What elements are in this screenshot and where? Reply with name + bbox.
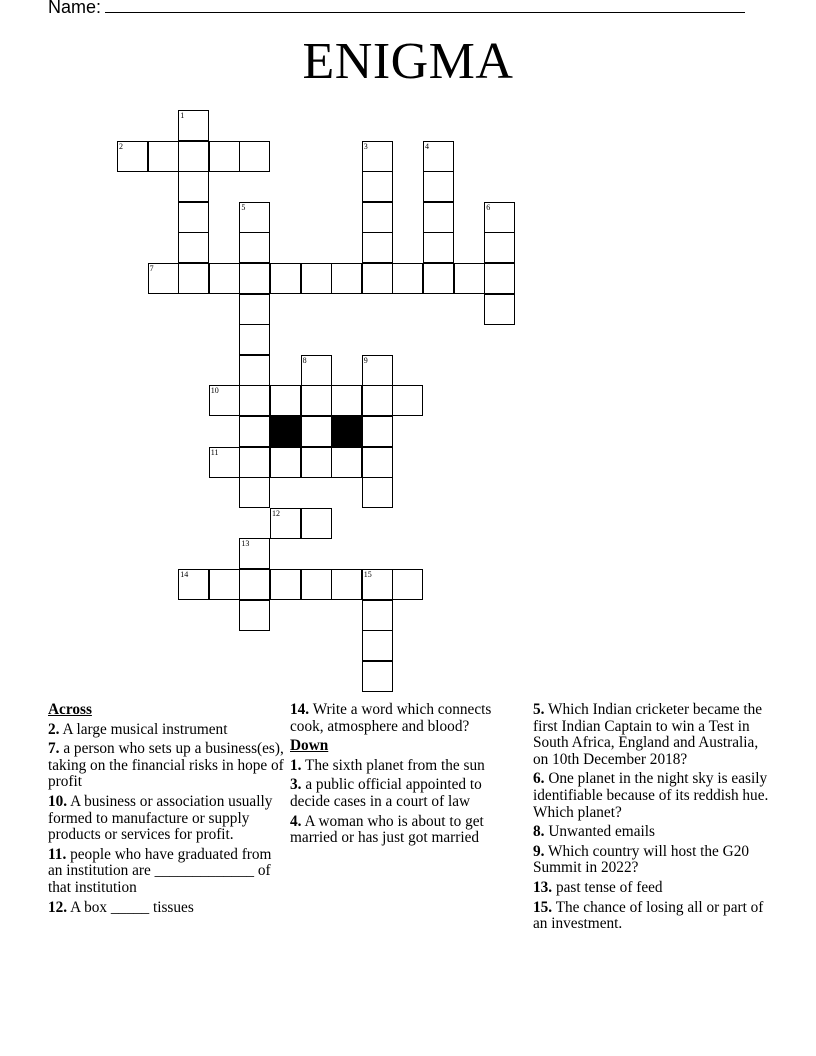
grid-cell[interactable] bbox=[423, 263, 454, 294]
grid-cell[interactable] bbox=[239, 600, 270, 631]
clue bbox=[533, 824, 773, 841]
grid-cell[interactable] bbox=[270, 263, 301, 294]
clue bbox=[533, 844, 773, 877]
clue-text: A box _____ tissues bbox=[70, 898, 194, 916]
grid-cell[interactable] bbox=[484, 294, 515, 325]
clue-text: The sixth planet from the sun bbox=[305, 756, 485, 774]
grid-cell[interactable] bbox=[362, 385, 393, 416]
clue-number: 12 bbox=[272, 508, 280, 518]
clues-column-2 bbox=[290, 702, 520, 850]
clue-text: Unwanted emails bbox=[548, 823, 655, 841]
grid-cell[interactable] bbox=[362, 171, 393, 202]
grid-cell[interactable] bbox=[239, 385, 270, 416]
grid-cell[interactable] bbox=[392, 569, 423, 600]
grid-cell[interactable] bbox=[270, 385, 301, 416]
grid-cell[interactable] bbox=[148, 141, 179, 172]
grid-cell[interactable] bbox=[178, 232, 209, 263]
grid-cell[interactable] bbox=[239, 202, 270, 233]
clue bbox=[48, 847, 284, 897]
clue-number: 14 bbox=[180, 570, 189, 579]
grid-cell[interactable] bbox=[270, 508, 301, 539]
clue-number: 6. bbox=[533, 770, 545, 788]
clues-column-3 bbox=[533, 702, 773, 936]
grid-cell[interactable] bbox=[209, 385, 240, 416]
grid-cell[interactable] bbox=[362, 600, 393, 631]
across-heading: Across bbox=[48, 701, 92, 718]
grid-cell[interactable] bbox=[301, 263, 332, 294]
grid-cell[interactable] bbox=[239, 447, 270, 478]
clue-number: 15. bbox=[533, 898, 553, 916]
grid-cell[interactable] bbox=[484, 263, 515, 294]
grid-cell[interactable] bbox=[423, 202, 454, 233]
grid-cell[interactable] bbox=[117, 141, 148, 172]
grid-cell[interactable] bbox=[178, 110, 209, 141]
clue bbox=[533, 771, 773, 821]
grid-cell[interactable] bbox=[362, 569, 393, 600]
grid-cell[interactable] bbox=[301, 385, 332, 416]
clue-text: A woman who is about to get married or has just got married bbox=[290, 812, 484, 847]
clue bbox=[48, 722, 284, 739]
clue-number: 1. bbox=[290, 756, 302, 774]
clue-text: past tense of feed bbox=[555, 878, 663, 896]
grid-cell[interactable] bbox=[239, 263, 270, 294]
clue bbox=[290, 702, 520, 735]
clue-number: 7. bbox=[48, 740, 60, 758]
grid-cell[interactable] bbox=[331, 263, 362, 294]
grid-cell[interactable] bbox=[178, 202, 209, 233]
clue-number: 3. bbox=[290, 776, 302, 794]
clue-number: 12. bbox=[48, 898, 68, 916]
grid-cell[interactable] bbox=[239, 324, 270, 355]
clue-number: 13 bbox=[241, 539, 250, 549]
grid-cell[interactable] bbox=[239, 538, 270, 569]
clue bbox=[290, 814, 520, 847]
grid-cell[interactable] bbox=[362, 141, 393, 172]
clue-number: 14. bbox=[290, 701, 310, 718]
clue-text: Which country will host the G20 Summit in 2022? bbox=[533, 842, 749, 877]
clue-number: 8. bbox=[533, 823, 545, 841]
grid-cell[interactable] bbox=[362, 263, 393, 294]
black-square bbox=[270, 416, 301, 447]
grid-cell[interactable] bbox=[392, 263, 423, 294]
clue-number: 4. bbox=[290, 812, 302, 830]
grid-cell[interactable] bbox=[362, 630, 393, 661]
clue-number: 10. bbox=[48, 792, 68, 810]
grid-cell[interactable] bbox=[362, 202, 393, 233]
grid-cell[interactable] bbox=[239, 355, 270, 386]
clue-text: A business or association usually formed to manufacture or supply products or services for profit. bbox=[48, 792, 273, 844]
grid-cell[interactable] bbox=[301, 508, 332, 539]
grid-cell[interactable] bbox=[239, 294, 270, 325]
grid-cell[interactable] bbox=[239, 477, 270, 508]
clue-text: Write a word which connects cook, atmosphere and blood? bbox=[290, 701, 492, 735]
grid-cell[interactable] bbox=[209, 141, 240, 172]
grid-cell[interactable] bbox=[362, 355, 393, 386]
grid-cell[interactable] bbox=[239, 232, 270, 263]
grid-cell[interactable] bbox=[331, 385, 362, 416]
clue-number: 11. bbox=[48, 845, 67, 863]
grid-cell[interactable] bbox=[362, 447, 393, 478]
clue-text: a public official appointed to decide cases in a court of law bbox=[290, 776, 482, 810]
clue-text: One planet in the night sky is easily identifiable because of its reddish hue. Which planet? bbox=[533, 770, 769, 821]
clue-number: 6 bbox=[486, 202, 491, 212]
black-square bbox=[331, 416, 362, 447]
clue-number: 5. bbox=[533, 701, 545, 718]
clue-number: 4 bbox=[425, 141, 429, 151]
grid-cell[interactable] bbox=[209, 263, 240, 294]
grid-cell[interactable] bbox=[362, 661, 393, 692]
across-clue-list bbox=[48, 722, 284, 917]
clue-number: 10 bbox=[210, 386, 219, 396]
clue-number: 15 bbox=[363, 570, 372, 579]
clue-number: 2 bbox=[119, 141, 123, 151]
grid-cell[interactable] bbox=[209, 447, 240, 478]
grid-cell[interactable] bbox=[331, 447, 362, 478]
grid-cell[interactable] bbox=[362, 477, 393, 508]
grid-cell[interactable] bbox=[392, 385, 423, 416]
clue bbox=[48, 794, 284, 844]
clue-number: 9 bbox=[363, 355, 368, 365]
down-clue-list-continued bbox=[533, 702, 773, 933]
grid-cell[interactable] bbox=[178, 171, 209, 202]
down-clue-list bbox=[290, 758, 520, 847]
grid-cell[interactable] bbox=[239, 569, 270, 600]
clue bbox=[290, 777, 520, 810]
clues-column-1 bbox=[48, 702, 284, 919]
clue-number: 5 bbox=[241, 202, 246, 212]
grid-cell[interactable] bbox=[362, 416, 393, 447]
clue bbox=[533, 900, 773, 933]
grid-cell[interactable] bbox=[423, 232, 454, 263]
grid-cell[interactable] bbox=[484, 202, 515, 233]
clue-number: 7 bbox=[149, 264, 154, 273]
clue-text: Which Indian cricketer became the first Indian Captain to win a Test in South Africa, England and Australia, on 10th December 2018? bbox=[533, 701, 763, 768]
clue-number: 13. bbox=[533, 878, 553, 896]
grid-cell[interactable] bbox=[301, 355, 332, 386]
grid-cell[interactable] bbox=[331, 569, 362, 600]
grid-cell[interactable] bbox=[239, 141, 270, 172]
clue-text: A large musical instrument bbox=[62, 720, 228, 738]
grid-cell[interactable] bbox=[301, 569, 332, 600]
grid-cell[interactable] bbox=[423, 171, 454, 202]
clue-text: a person who sets up a business(es), taking on the financial risks in hope of profit bbox=[48, 740, 284, 791]
clue-number: 11 bbox=[210, 447, 219, 457]
grid-cell[interactable] bbox=[484, 232, 515, 263]
grid-cell[interactable] bbox=[178, 141, 209, 172]
grid-cell[interactable] bbox=[148, 263, 179, 294]
clue bbox=[48, 741, 284, 791]
grid-cell[interactable] bbox=[362, 232, 393, 263]
grid-cell[interactable] bbox=[270, 447, 301, 478]
grid-cell[interactable] bbox=[178, 263, 209, 294]
grid-cell[interactable] bbox=[301, 416, 332, 447]
grid-cell[interactable] bbox=[209, 569, 240, 600]
grid-cell[interactable] bbox=[454, 263, 485, 294]
grid-cell[interactable] bbox=[178, 569, 209, 600]
grid-cell[interactable] bbox=[270, 569, 301, 600]
down-heading: Down bbox=[290, 737, 329, 755]
clue bbox=[533, 702, 773, 768]
clue bbox=[533, 880, 773, 897]
name-label: Name: bbox=[48, 0, 102, 17]
clue bbox=[290, 758, 520, 775]
grid-cell[interactable] bbox=[301, 447, 332, 478]
across-clue-list-continued bbox=[290, 702, 520, 735]
grid-cell[interactable] bbox=[239, 416, 270, 447]
clue bbox=[48, 900, 284, 917]
clue-number: 3 bbox=[363, 141, 368, 151]
puzzle-title: ENIGMA bbox=[302, 33, 514, 90]
clue-number: 1 bbox=[180, 111, 185, 120]
clue-number: 2. bbox=[48, 720, 60, 738]
clue-text: people who have graduated from an institution are _____________ of that institution bbox=[48, 845, 272, 896]
clue-number: 9. bbox=[533, 842, 545, 860]
clue-number: 8 bbox=[302, 355, 307, 365]
clue-text: The chance of losing all or part of an investment. bbox=[533, 898, 764, 933]
grid-cell[interactable] bbox=[423, 141, 454, 172]
